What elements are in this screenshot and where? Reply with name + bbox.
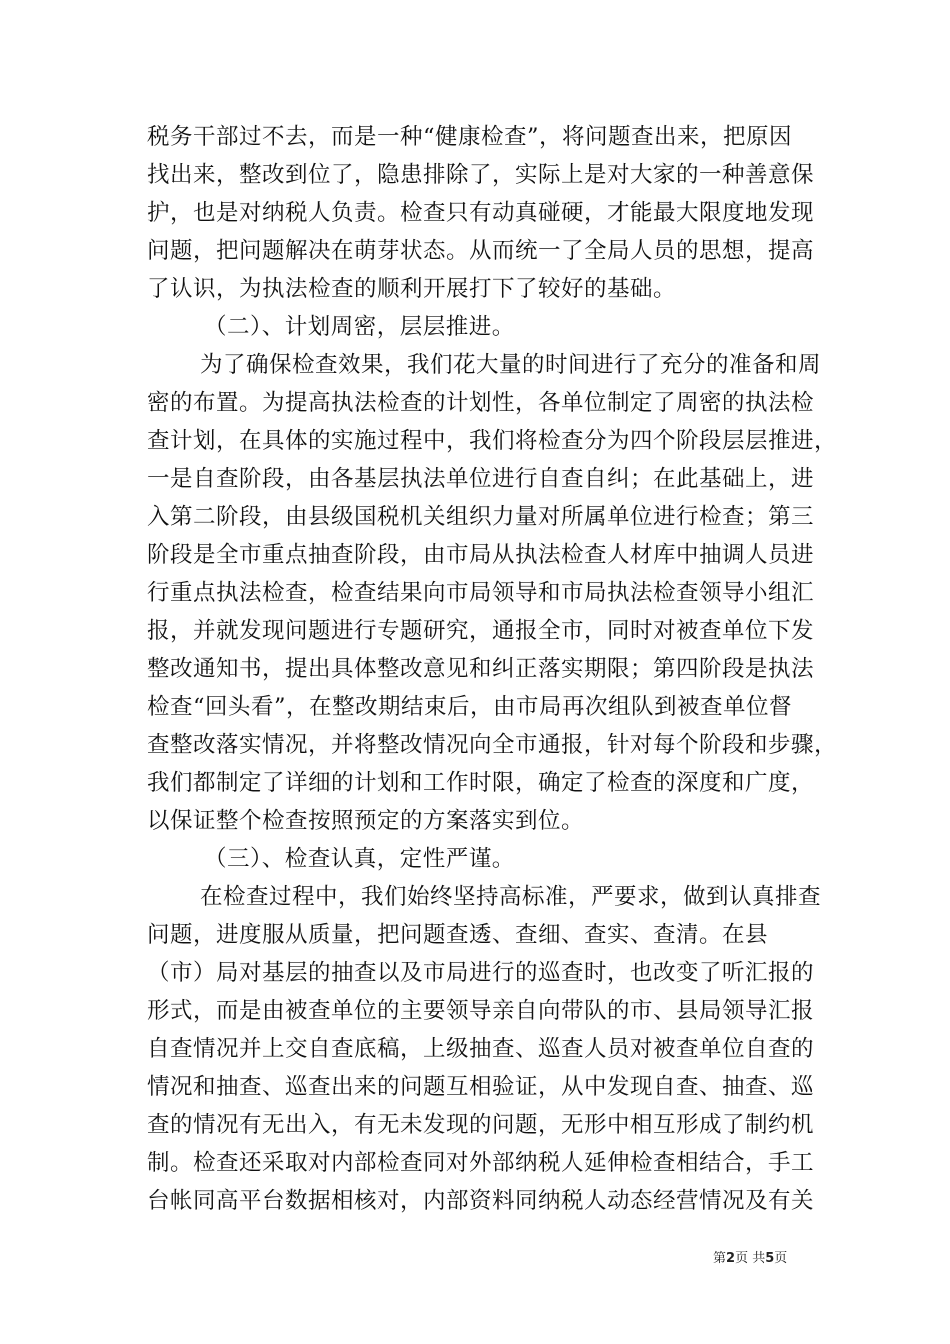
body-text-line: 问题，把问题解决在萌芽状态。从而统一了全局人员的思想，提高 (147, 238, 815, 264)
body-text-line: 查计划，在具体的实施过程中，我们将检查分为四个阶段层层推进， (147, 428, 838, 454)
body-text-line: （市）局对基层的抽查以及市局进行的巡查时，也改变了听汇报的 (147, 960, 815, 986)
total-pages-number: 5 (765, 1251, 775, 1266)
body-text-line: 制。检查还采取对内部检查同对外部纳税人延伸检查相结合，手工 (147, 1150, 815, 1176)
body-text-line: 了认识，为执法检查的顺利开展打下了较好的基础。 (147, 276, 677, 302)
body-text-line: 报，并就发现问题进行专题研究，通报全市，同时对被查单位下发 (147, 618, 815, 644)
page-footer (713, 1251, 787, 1267)
footer-middle: 页 共 (735, 1251, 766, 1266)
body-text-line: 检查“回头看”，在整改期结束后，由市局再次组队到被查单位督 (147, 694, 793, 720)
body-text-line: 我们都制定了详细的计划和工作时限，确定了检查的深度和广度， (147, 770, 815, 796)
body-text-line: 税务干部过不去，而是一种“健康检查”，将问题查出来，把原因 (147, 124, 793, 150)
section-heading: （二）、计划周密，层层推进。 (204, 314, 515, 340)
body-text-line: 为了确保检查效果，我们花大量的时间进行了充分的准备和周 (200, 352, 822, 378)
body-text-line: 查整改落实情况，并将整改情况向全市通报，针对每个阶段和步骤， (147, 732, 838, 758)
body-text-line: 找出来，整改到位了，隐患排除了，实际上是对大家的一种善意保 (147, 162, 815, 188)
current-page-number: 2 (726, 1251, 736, 1266)
body-text-line: 护，也是对纳税人负责。检查只有动真碰硬，才能最大限度地发现 (147, 200, 815, 226)
body-text-line: 密的布置。为提高执法检查的计划性，各单位制定了周密的执法检 (147, 390, 815, 416)
body-text-line: 情况和抽查、巡查出来的问题互相验证，从中发现自查、抽查、巡 (147, 1074, 815, 1100)
body-text-line: 查的情况有无出入，有无未发现的问题，无形中相互形成了制约机 (147, 1112, 815, 1138)
body-text-line: 以保证整个检查按照预定的方案落实到位。 (147, 808, 585, 834)
body-text-line: 阶段是全市重点抽查阶段，由市局从执法检查人材库中抽调人员进 (147, 542, 815, 568)
body-text-line: 整改通知书，提出具体整改意见和纠正落实期限；第四阶段是执法 (147, 656, 815, 682)
footer-prefix: 第 (713, 1251, 727, 1266)
footer-suffix: 页 (774, 1251, 788, 1266)
body-text-line: 在检查过程中，我们始终坚持高标准，严要求，做到认真排查 (200, 884, 822, 910)
body-text-line: 自查情况并上交自查底稿，上级抽查、巡查人员对被查单位自查的 (147, 1036, 815, 1062)
body-text-line: 问题，进度服从质量，把问题查透、查细、查实、查清。在县 (147, 922, 769, 948)
body-text-line: 台帐同高平台数据相核对，内部资料同纳税人动态经营情况及有关 (147, 1188, 815, 1214)
body-text-line: 入第二阶段，由县级国税机关组织力量对所属单位进行检查；第三 (147, 504, 815, 530)
body-text-line: 一是自查阶段，由各基层执法单位进行自查自纠；在此基础上，进 (147, 466, 815, 492)
section-heading: （三）、检查认真，定性严谨。 (204, 846, 515, 872)
body-text-line: 行重点执法检查，检查结果向市局领导和市局执法检查领导小组汇 (147, 580, 815, 606)
body-text-line: 形式，而是由被查单位的主要领导亲自向带队的市、县局领导汇报 (147, 998, 815, 1024)
